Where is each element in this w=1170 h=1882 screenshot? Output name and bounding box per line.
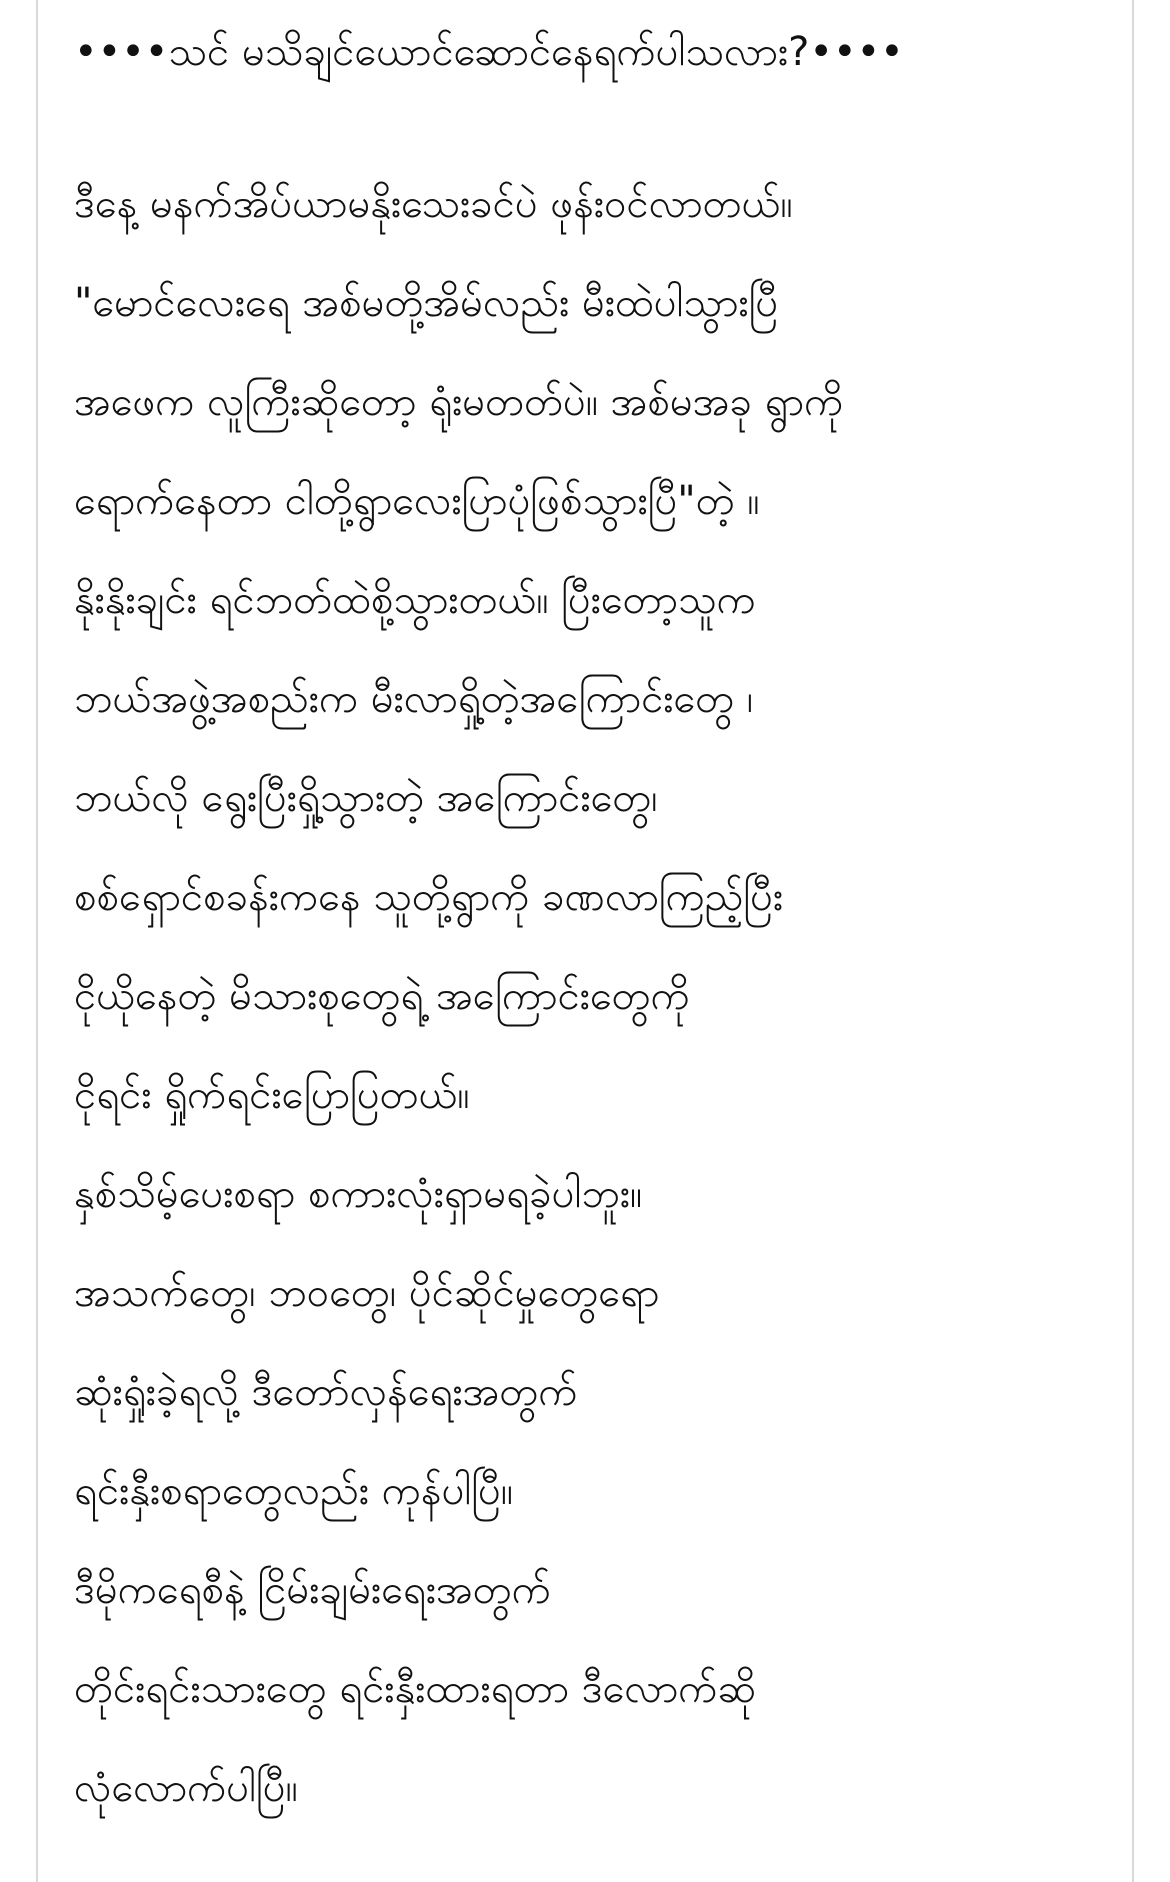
post-line: ငိုရင်း ရှိုက်ရင်းပြောပြတယ်။ xyxy=(74,1072,470,1118)
post-line: ရင်းနှီးစရာတွေလည်း ကုန်ပါပြီ။ xyxy=(74,1468,513,1514)
post-body xyxy=(74,155,1114,1838)
post-line: လုံလောက်ပါပြီ။ xyxy=(74,1765,298,1811)
post-line: ရောက်နေတာ ငါတို့ရွာလေးပြာပုံဖြစ်သွားပြီ"တဲ့ ။ xyxy=(74,478,760,524)
post-line: နှစ်သိမ့်ပေးစရာ စကားလုံးရှာမရခဲ့ပါဘူး။ xyxy=(74,1171,643,1217)
post-line: "မောင်လေးရေ အစ်မတို့အိမ်လည်း မီးထဲပါသွားပြီ xyxy=(74,280,779,326)
post-line: ဘယ်လို ရွေးပြီးရှို့သွားတဲ့ အကြောင်းတွေ၊ xyxy=(74,775,658,821)
post-line: အဖေက လူကြီးဆိုတော့ ရုံးမတတ်ပဲ။ အစ်မအခု ရွာကို xyxy=(74,379,844,425)
post-line: စစ်ရှောင်စခန်းကနေ သူတို့ရွာကို ခဏလာကြည့်ပြီး xyxy=(74,874,784,920)
post-line: အသက်တွေ၊ ဘဝတွေ၊ ပိုင်ဆိုင်မှုတွေရော xyxy=(74,1270,660,1316)
post-line: နိုးနိုးချင်း ရင်ဘတ်ထဲစို့သွားတယ်။ ပြီးတော့သူက xyxy=(74,577,756,623)
post-line: ဆုံးရှုံးခဲ့ရလို့ ဒီတော်လှန်ရေးအတွက် xyxy=(74,1369,578,1415)
post-line: ငိုယိုနေတဲ့ မိသားစုတွေရဲ့ အကြောင်းတွေကို xyxy=(74,973,690,1019)
post-title: ••••သင် မသိချင်ယောင်ဆောင်နေရက်ပါသလား?•••• xyxy=(74,29,904,75)
post-line: တိုင်းရင်းသားတွေ ရင်းနှီးထားရတာ ဒီလောက်ဆို xyxy=(74,1666,757,1712)
post-line: ဒီမိုကရေစီနဲ့ ငြိမ်းချမ်းရေးအတွက် xyxy=(74,1567,551,1613)
post-line: ဘယ်အဖွဲ့အစည်းက မီးလာရှို့တဲ့အကြောင်းတွေ ၊ xyxy=(74,676,754,722)
post-line: ဒီနေ့ မနက်အိပ်ယာမနိုးသေးခင်ပဲ ဖုန်းဝင်လာတယ်။ xyxy=(74,181,793,227)
